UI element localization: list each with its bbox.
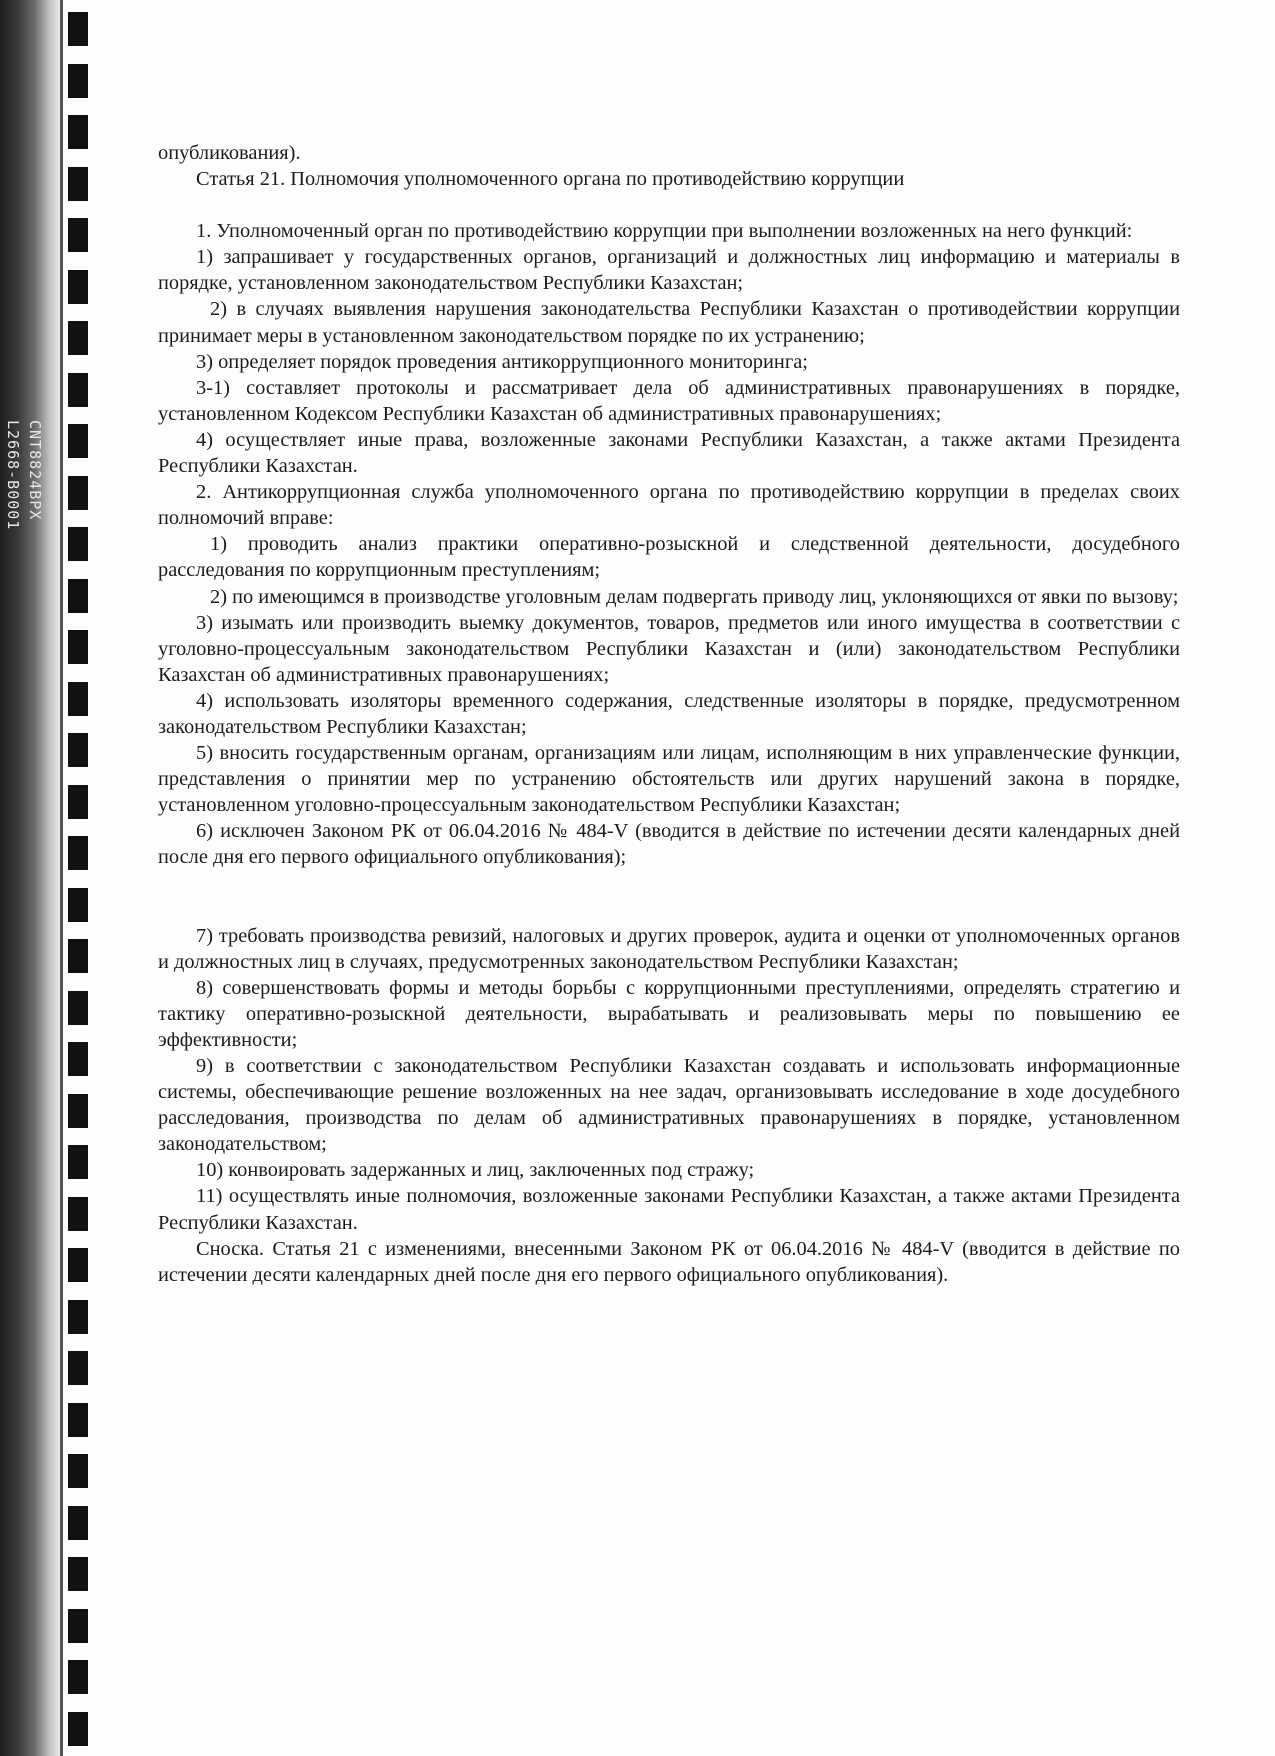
paragraph-2-item-2: 2) по имеющимся в производстве уголовным делам подвергать приводу лиц, уклоняющихся от явки по вызову; [210, 585, 1179, 608]
binding-hole [68, 1042, 88, 1076]
binding-hole [68, 991, 88, 1025]
binding-hole [68, 270, 88, 304]
paragraph-1: 1. Уполномоченный орган по противодействию коррупции при выполнении возложенных на него функций: [196, 220, 1133, 243]
binding-hole [68, 64, 88, 98]
paragraph-1-item-1: 1) запрашивает у государственных органов, организаций и должностных лиц информацию и материалы в порядке, установленном законодательством Республики Казахстан; [158, 246, 1180, 295]
binding-hole [68, 785, 88, 819]
paragraph-2-item-6: 6) исключен Законом РК от 06.04.2016 № 484-V (вводится в действие по истечении десяти календарных дней после дня его первого официального опубликования); [158, 820, 1180, 869]
binding-hole [68, 1609, 88, 1643]
binding-hole [68, 1197, 88, 1231]
binding-hole [68, 218, 88, 252]
binding-hole [68, 1248, 88, 1282]
binding-hole [68, 630, 88, 664]
binding-hole [68, 424, 88, 458]
paragraph-2-item-9: 9) в соответствии с законодательством Республики Казахстан создавать и использовать информационные системы, обеспечивающие решение возложенных на нее задач, организовывать исследование в ходе досудебного расследования, производства по делам об административных правонарушениях в порядке, установленном законодательством; [158, 1055, 1180, 1156]
binding-holes [68, 0, 90, 1756]
binding-edge [60, 0, 63, 1756]
binding-hole [68, 1454, 88, 1488]
binding-hole [68, 1145, 88, 1179]
stamp-code-2: L2668-B0001 [4, 420, 22, 531]
binding-hole [68, 476, 88, 510]
paragraph-2-item-8: 8) совершенствовать формы и методы борьбы с коррупционными преступлениями, определять стратегию и тактику оперативно-розыскной деятельности, вырабатывать и реализовывать меры по повышению ее эффективности; [158, 976, 1180, 1051]
binding-hole [68, 1403, 88, 1437]
paragraph-2-item-1: 1) проводить анализ практики оперативно-розыскной и следственной деятельности, досудебного расследования по коррупционным преступлениям; [158, 533, 1180, 582]
paragraph-2-item-7: 7) требовать производства ревизий, налоговых и других проверок, аудита и оценки от уполномоченных органов и должностных лиц в случаях, предусмотренных законодательством Республики Казахстан; [158, 924, 1180, 973]
binding-hole [68, 1712, 88, 1746]
binding-stamp [4, 420, 46, 720]
binding-hole [68, 167, 88, 201]
binding-hole [68, 1351, 88, 1385]
paragraph-2-item-5: 5) вносить государственным органам, организациям или лицам, исполняющим в них управленческие функции, представления о принятии мер по устранению обстоятельств или других нарушений закона в порядке, установленном уголовно-процессуальным законодательством Республики Казахстан; [158, 742, 1180, 817]
binding-hole [68, 836, 88, 870]
binding-hole [68, 1094, 88, 1128]
binding-hole [68, 888, 88, 922]
binding-hole [68, 115, 88, 149]
paragraph-2-item-10: 10) конвоировать задержанных и лиц, заключенных под стражу; [196, 1159, 755, 1182]
binding-hole [68, 682, 88, 716]
binding-hole [68, 939, 88, 973]
binding-hole [68, 1300, 88, 1334]
paragraph-1-item-4: 4) осуществляет иные права, возложенные законами Республики Казахстан, а также актами Президента Республики Казахстан. [158, 428, 1180, 478]
binding-hole [68, 579, 88, 613]
binding-hole [68, 321, 88, 355]
footnote: Сноска. Статья 21 с изменениями, внесенными Законом РК от 06.04.2016 № 484-V (вводится в действие по истечении десяти календарных дней после дня его первого официального опубликования). [158, 1237, 1180, 1286]
article-title: Статья 21. Полномочия уполномоченного органа по противодействию коррупции [196, 168, 905, 191]
binding-hole [68, 1506, 88, 1540]
paragraph-2-item-11: 11) осуществлять иные полномочия, возложенные законами Республики Казахстан, а также актами Президента Республики Казахстан. [158, 1185, 1180, 1234]
binding-strip [0, 0, 62, 1756]
paragraph-1-item-3-1: 3-1) составляет протоколы и рассматривает дела об административных правонарушениях в порядке, установленном Кодексом Республики Казахстан об административных правонарушениях; [158, 376, 1180, 425]
document-body [158, 140, 1180, 1288]
paragraph-2-item-3: 3) изымать или производить выемку документов, товаров, предметов или иного имущества в соответствии с уголовно-процессуальным законодательством Республики Казахстан и (или) законодательством Республики Казахстан об административных правонарушениях; [158, 611, 1180, 686]
binding-hole [68, 12, 88, 46]
stamp-code-1: CNT8824BPX [26, 420, 44, 521]
paragraph-2: 2. Антикоррупционная служба уполномоченного органа по противодействию коррупции в пределах своих полномочий вправе: [158, 481, 1180, 530]
paragraph-2-item-4: 4) использовать изоляторы временного содержания, следственные изоляторы в порядке, предусмотренном законодательством Республики Казахстан; [158, 689, 1180, 738]
binding-hole [68, 733, 88, 767]
previous-text-end: опубликования). [158, 142, 301, 164]
paragraph-1-item-2: 2) в случаях выявления нарушения законодательства Республики Казахстан о противодействии коррупции принимает меры в установленном законодательством порядке по их устранению; [158, 298, 1180, 347]
paragraph-1-item-3: 3) определяет порядок проведения антикоррупционного мониторинга; [196, 350, 808, 373]
binding-hole [68, 1660, 88, 1694]
binding-hole [68, 1557, 88, 1591]
binding-hole [68, 373, 88, 407]
binding-hole [68, 527, 88, 561]
